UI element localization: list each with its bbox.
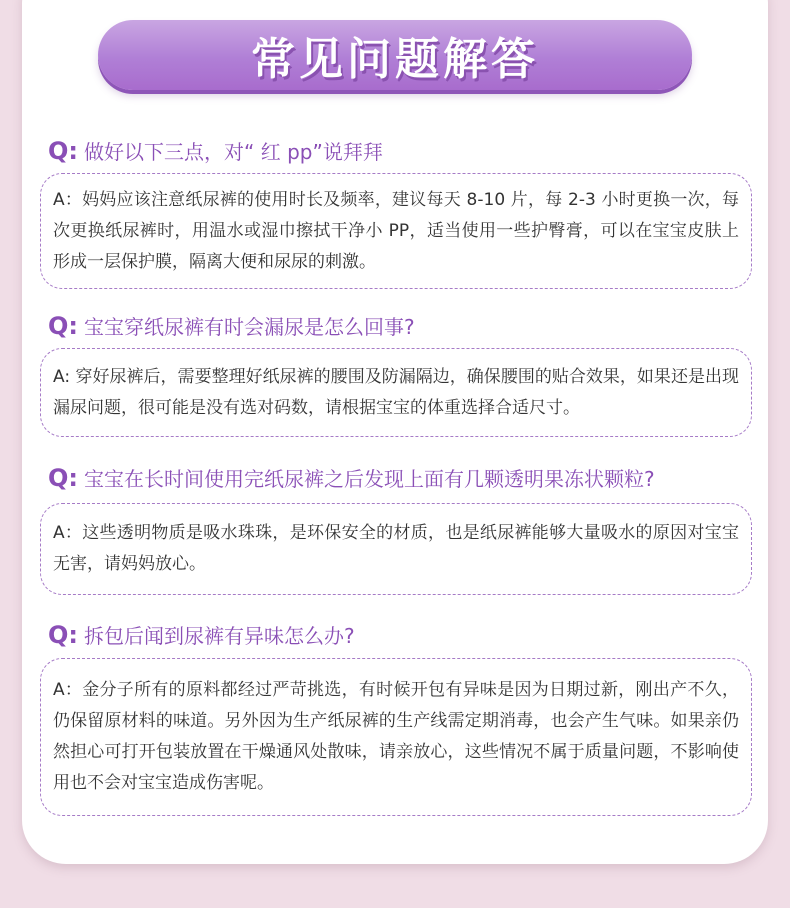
question-text: 宝宝穿纸尿裤有时会漏尿是怎么回事?: [84, 315, 415, 339]
faq-answer-4: [40, 658, 752, 816]
answer-text: A：金分子所有的原料都经过严苛挑选，有时候开包有异味是因为日期过新，刚出产不久，仍保留原材料的味道。另外因为生产纸尿裤的生产线需定期消毒，也会产生气味。如果亲仍然担心可打开包装放置在干燥通风处散味，请亲放心，这些情况不属于质量问题，不影响使用也不会对宝宝造成伤害呢。: [53, 680, 739, 793]
question-text: 拆包后闻到尿裤有异味怎么办?: [84, 624, 355, 648]
faq-question-4: [48, 620, 355, 649]
faq-answer-2: [40, 348, 752, 437]
faq-question-1: [48, 136, 383, 165]
question-text: 宝宝在长时间使用完纸尿裤之后发现上面有几颗透明果冻状颗粒?: [84, 467, 655, 491]
question-label: Q:: [48, 136, 78, 165]
title-banner: [98, 20, 692, 90]
question-label: Q:: [48, 311, 78, 340]
question-label: Q:: [48, 463, 78, 492]
faq-question-3: [48, 463, 655, 492]
question-text: 做好以下三点，对“ 红 pp”说拜拜: [84, 140, 383, 164]
page-title: 常见问题解答: [251, 34, 539, 85]
answer-text: A：这些透明物质是吸水珠珠，是环保安全的材质，也是纸尿裤能够大量吸水的原因对宝宝无害，请妈妈放心。: [53, 523, 739, 574]
faq-answer-1: [40, 173, 752, 289]
answer-text: A：妈妈应该注意纸尿裤的使用时长及频率，建议每天 8-10 片，每 2-3 小时更换一次，每次更换纸尿裤时，用温水或湿巾擦拭干净小 PP，适当使用一些护臀膏，可以在宝宝皮肤上形成一层保护膜，隔离大便和尿尿的刺激。: [53, 189, 739, 272]
faq-question-2: [48, 311, 415, 340]
question-label: Q:: [48, 620, 78, 649]
faq-answer-3: [40, 503, 752, 595]
answer-text: A: 穿好尿裤后，需要整理好纸尿裤的腰围及防漏隔边，确保腰围的贴合效果，如果还是出现漏尿问题，很可能是没有选对码数，请根据宝宝的体重选择合适尺寸。: [53, 366, 739, 418]
